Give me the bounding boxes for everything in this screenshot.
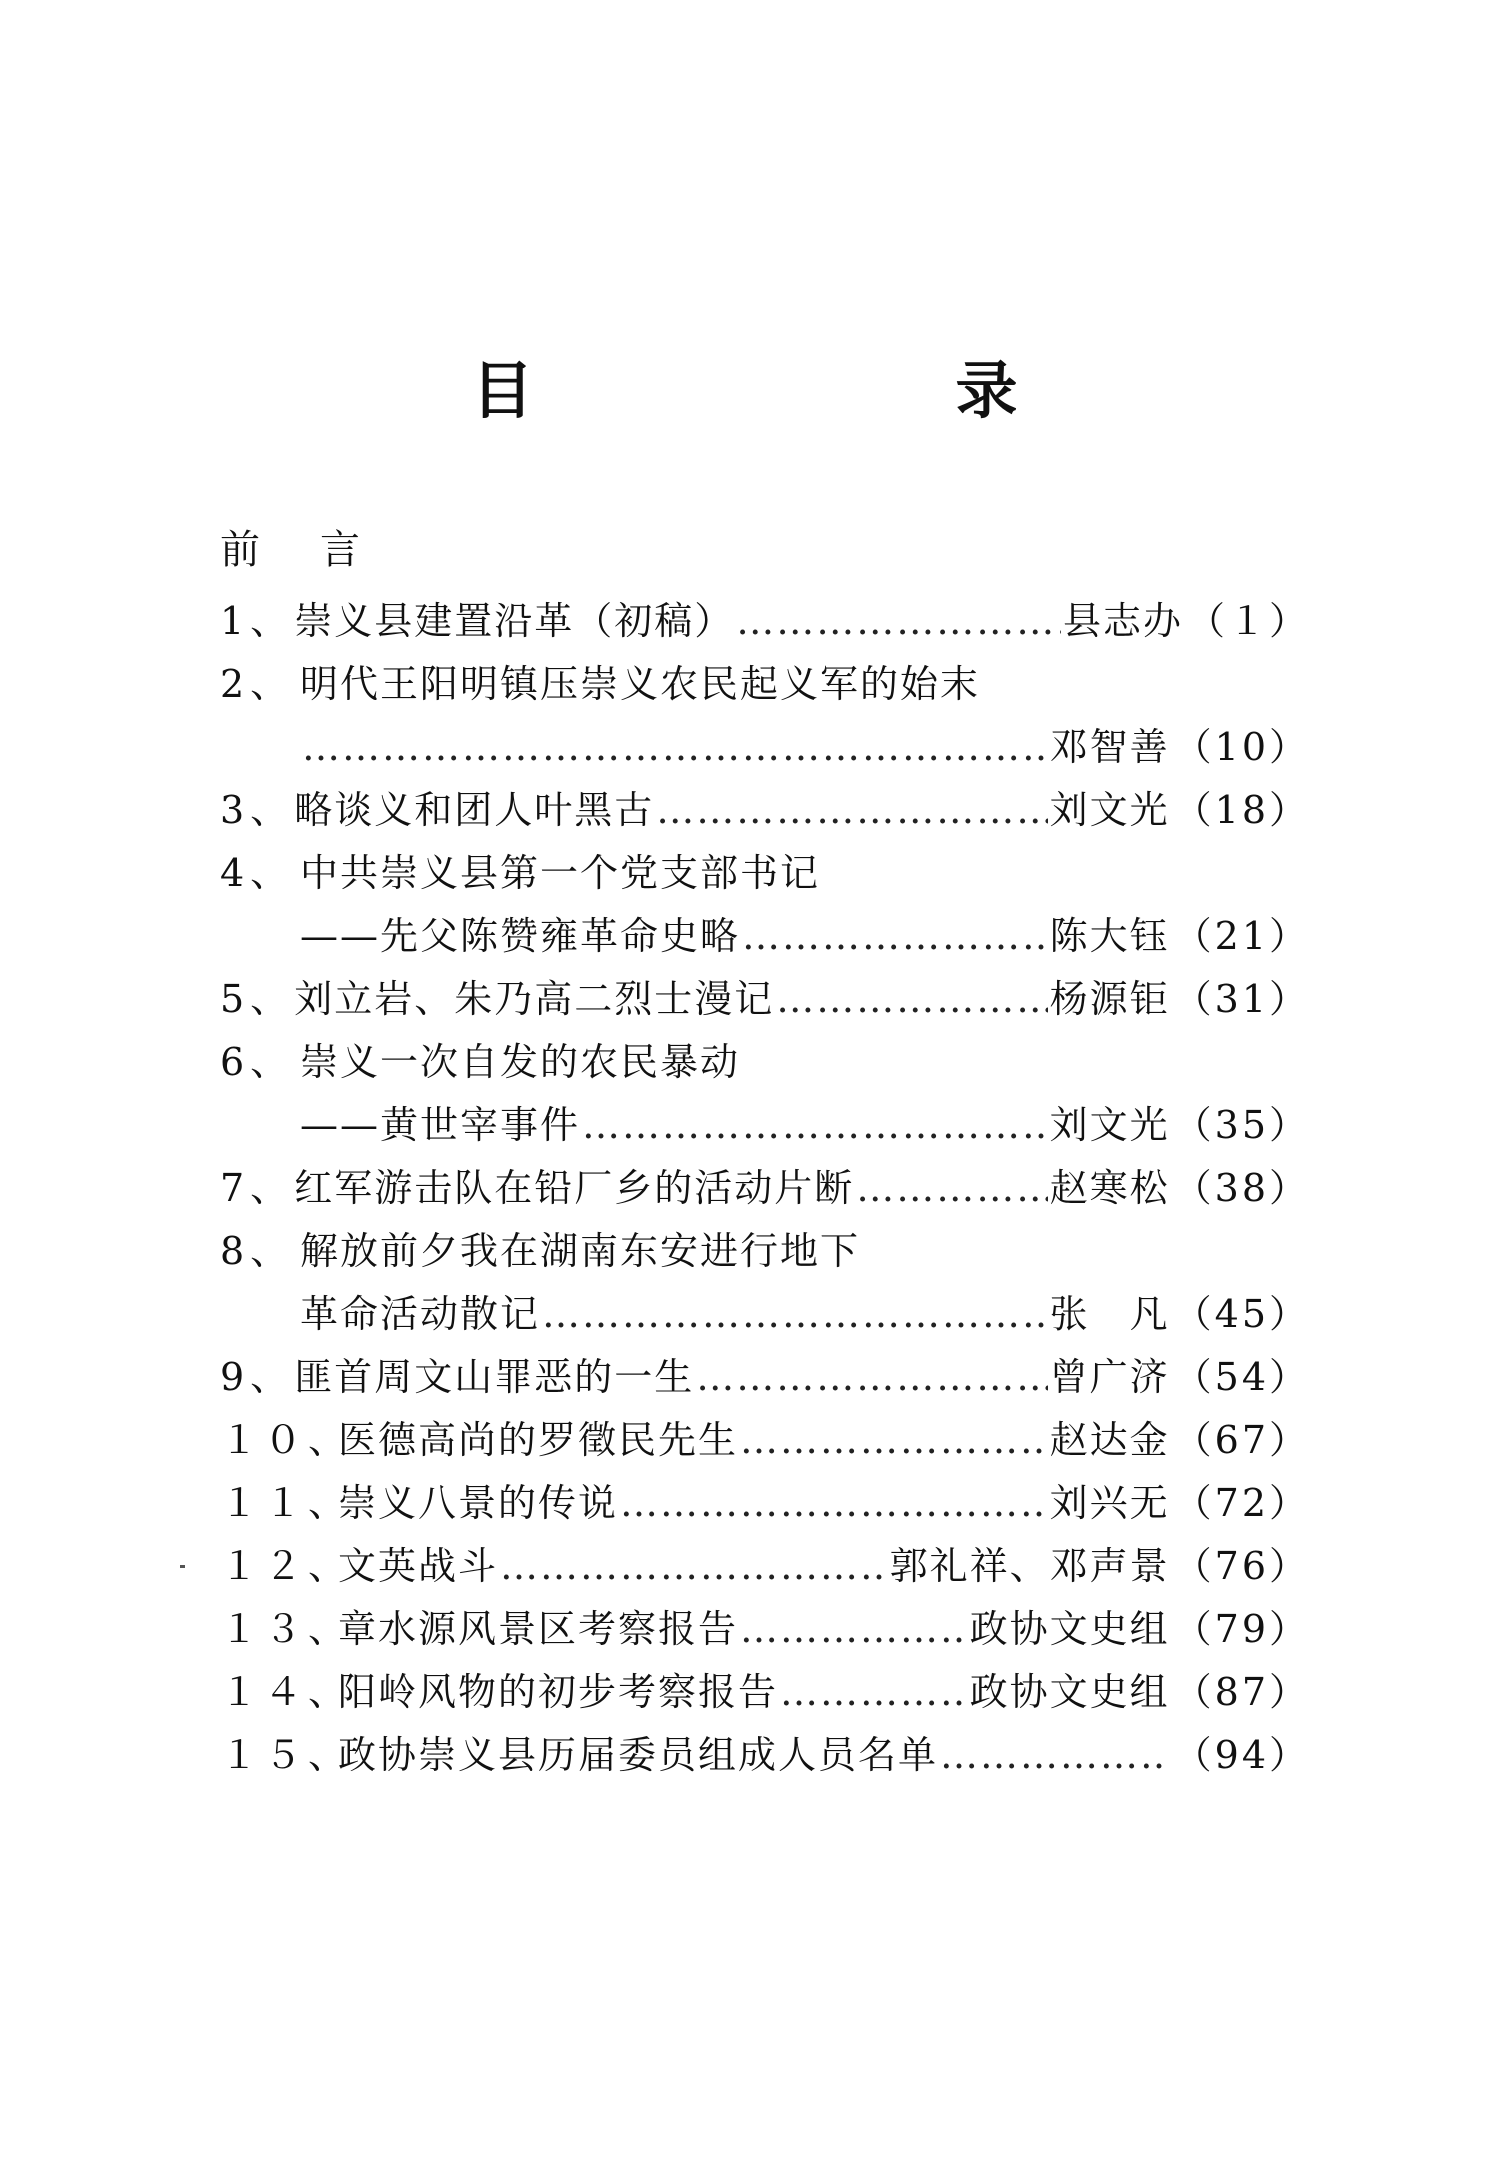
entry-title: 崇义一次自发的农民暴动 xyxy=(300,1040,741,1084)
entry-title: 中共崇义县第一个党支部书记 xyxy=(300,851,821,895)
toc-entry-3[interactable] xyxy=(220,779,1310,842)
toc-entry-4-continuation[interactable] xyxy=(220,905,1310,968)
entry-number: １４、 xyxy=(220,1670,353,1714)
toc-entry-12[interactable] xyxy=(220,1535,1310,1598)
dot-leader xyxy=(940,1724,1168,1787)
dot-leader xyxy=(776,968,1047,1031)
entry-title: 章水源风景区考察报告 xyxy=(338,1607,739,1651)
toc-entry-6[interactable] xyxy=(220,1031,1310,1094)
entry-page: （10） xyxy=(1173,725,1310,769)
entry-number: １２、 xyxy=(220,1544,353,1588)
entry-subtitle: ——先父陈赞雍革命史略 xyxy=(300,914,741,958)
entry-number: １０、 xyxy=(220,1418,353,1462)
dot-leader xyxy=(742,905,1048,968)
dot-leader xyxy=(736,590,1061,653)
dot-leader xyxy=(500,1535,888,1598)
entry-title: 崇义八景的传说 xyxy=(338,1481,619,1525)
dot-leader xyxy=(542,1283,1048,1346)
entry-number: １１、 xyxy=(220,1481,353,1525)
toc-entry-4[interactable] xyxy=(220,842,1310,905)
entry-page: （１） xyxy=(1186,599,1310,643)
dot-leader xyxy=(856,1157,1047,1220)
dot-leader xyxy=(740,1409,1048,1472)
preface-heading[interactable]: 前言 xyxy=(220,527,420,573)
toc-entry-14[interactable] xyxy=(220,1661,1310,1724)
entry-number: 8、 xyxy=(220,1229,295,1273)
entry-author: 陈大钰 xyxy=(1049,914,1170,958)
toc-entry-8-continuation[interactable] xyxy=(220,1283,1310,1346)
toc-entry-5[interactable] xyxy=(220,968,1310,1031)
entry-title: 明代王阳明镇压崇义农民起义军的始末 xyxy=(300,662,981,706)
entry-author: 政协文史组 xyxy=(969,1607,1170,1651)
entry-author: 县志办 xyxy=(1062,599,1183,643)
page-title: 目 录 xyxy=(471,354,1198,427)
entry-page: （35） xyxy=(1173,1103,1310,1147)
toc-entry-9[interactable] xyxy=(220,1346,1310,1409)
entry-number: 2、 xyxy=(220,662,295,706)
entry-author: 杨源钜 xyxy=(1049,977,1170,1021)
toc-entry-15[interactable] xyxy=(220,1724,1310,1787)
entry-page: （54） xyxy=(1173,1355,1310,1399)
entry-page: （18） xyxy=(1173,788,1310,832)
entry-author: 郭礼祥、邓声景 xyxy=(889,1544,1170,1588)
entry-title: 崇义县建置沿革（初稿） xyxy=(294,599,735,643)
entry-author: 张 凡 xyxy=(1049,1292,1170,1336)
entry-subtitle: 革命活动散记 xyxy=(300,1292,541,1336)
entry-number: 9、 xyxy=(220,1355,295,1399)
entry-title: 文英战斗 xyxy=(338,1544,499,1588)
entry-title: 略谈义和团人叶黑古 xyxy=(294,788,655,832)
entry-page: （31） xyxy=(1173,977,1310,1021)
dot-leader xyxy=(620,1472,1048,1535)
entry-number: 6、 xyxy=(220,1040,295,1084)
entry-author: 曾广济 xyxy=(1049,1355,1170,1399)
entry-subtitle: ——黄世宰事件 xyxy=(300,1103,581,1147)
entry-title: 红军游击队在铅厂乡的活动片断 xyxy=(294,1166,855,1210)
entry-author: 刘文光 xyxy=(1049,1103,1170,1147)
toc-entry-6-continuation[interactable] xyxy=(220,1094,1310,1157)
entry-page: （76） xyxy=(1173,1544,1310,1588)
toc-entry-1[interactable] xyxy=(220,590,1310,653)
entry-page: （79） xyxy=(1173,1607,1310,1651)
entry-page: （72） xyxy=(1173,1481,1310,1525)
entry-page: （21） xyxy=(1173,914,1310,958)
dot-leader xyxy=(780,1661,968,1724)
entry-number: 7、 xyxy=(220,1166,295,1210)
entry-author: 邓智善 xyxy=(1049,725,1170,769)
toc-entry-8[interactable] xyxy=(220,1220,1310,1283)
table-of-contents xyxy=(220,590,1310,1787)
scan-speck xyxy=(180,1565,185,1568)
entry-page: （87） xyxy=(1173,1670,1310,1714)
entry-number: 4、 xyxy=(220,851,295,895)
dot-leader xyxy=(696,1346,1047,1409)
entry-page: （38） xyxy=(1173,1166,1310,1210)
toc-entry-2-continuation[interactable] xyxy=(220,716,1310,779)
toc-entry-10[interactable] xyxy=(220,1409,1310,1472)
dot-leader xyxy=(302,716,1048,779)
toc-entry-11[interactable] xyxy=(220,1472,1310,1535)
entry-author: 赵寒松 xyxy=(1049,1166,1170,1210)
entry-number: １３、 xyxy=(220,1607,353,1651)
entry-author: 刘文光 xyxy=(1049,788,1170,832)
entry-author: 政协文史组 xyxy=(969,1670,1170,1714)
entry-page: （94） xyxy=(1173,1733,1310,1777)
entry-number: 1、 xyxy=(220,599,295,643)
entry-page: （45） xyxy=(1173,1292,1310,1336)
toc-entry-13[interactable] xyxy=(220,1598,1310,1661)
entry-title: 解放前夕我在湖南东安进行地下 xyxy=(300,1229,861,1273)
entry-title: 政协崇义县历届委员组成人员名单 xyxy=(338,1733,939,1777)
entry-page: （67） xyxy=(1173,1418,1310,1462)
dot-leader xyxy=(740,1598,968,1661)
entry-number: １５、 xyxy=(220,1733,353,1777)
dot-leader xyxy=(656,779,1047,842)
entry-number: 3、 xyxy=(220,788,295,832)
entry-title: 刘立岩、朱乃高二烈士漫记 xyxy=(294,977,775,1021)
entry-title: 阳岭风物的初步考察报告 xyxy=(338,1670,779,1714)
dot-leader xyxy=(582,1094,1048,1157)
entry-author: 赵达金 xyxy=(1049,1418,1170,1462)
toc-entry-7[interactable] xyxy=(220,1157,1310,1220)
entry-number: 5、 xyxy=(220,977,295,1021)
entry-title: 匪首周文山罪恶的一生 xyxy=(294,1355,695,1399)
entry-author: 刘兴无 xyxy=(1049,1481,1170,1525)
toc-entry-2[interactable] xyxy=(220,653,1310,716)
entry-title: 医德高尚的罗徵民先生 xyxy=(338,1418,739,1462)
